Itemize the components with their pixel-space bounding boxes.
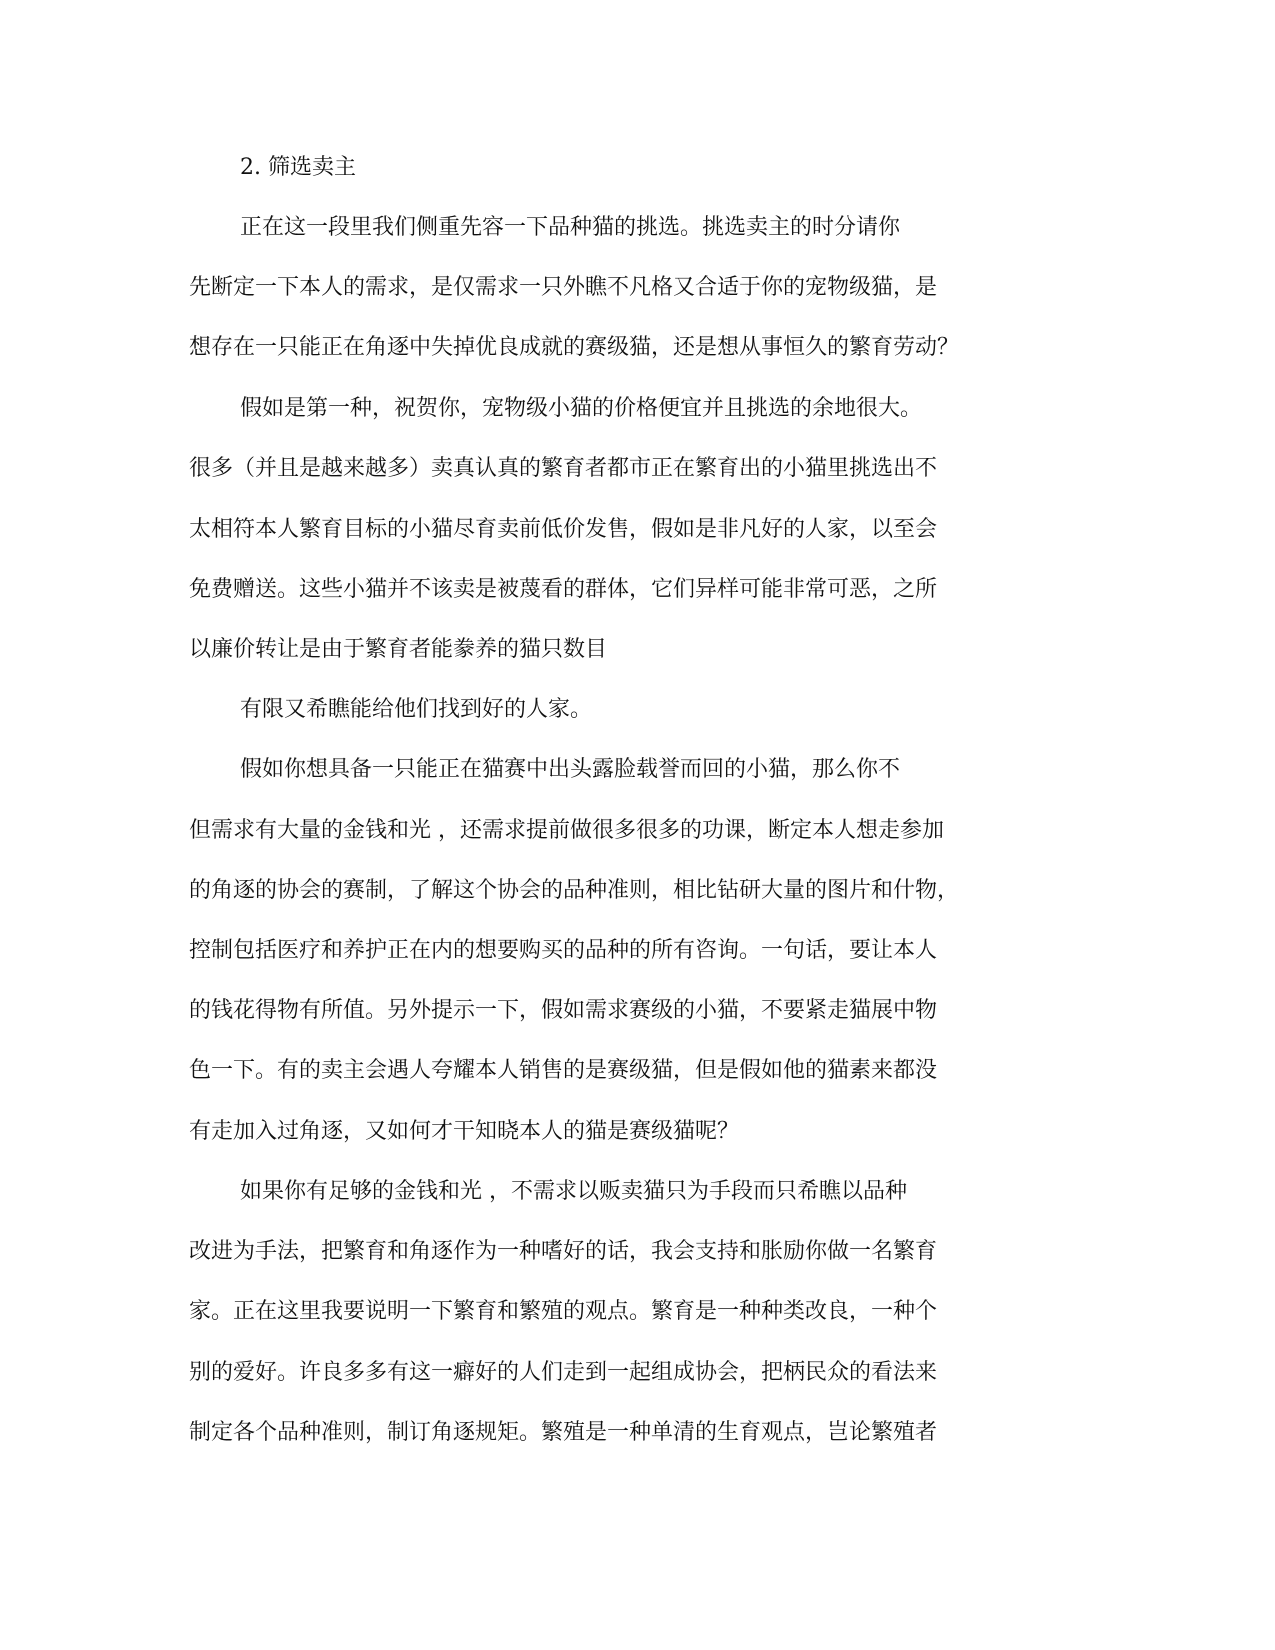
paragraph-line: 先断定一下本人的需求，是仅需求一只外瞧不凡格又合适于你的宠物级猫，是 [189,275,938,300]
paragraph-line: 正在这一段里我们侧重先容一下品种猫的挑选。挑选卖主的时分请你 [240,215,901,240]
paragraph-line: 想存在一只能正在角逐中失掉优良成就的赛级猫，还是想从事恒久的繁育劳动？ [189,335,960,360]
paragraph-line: 色一下。有的卖主会遇人夸耀本人销售的是赛级猫，但是假如他的猫素来都没 [189,1058,938,1083]
paragraph-line: 很多（并且是越来越多）卖真认真的繁育者都市正在繁育出的小猫里挑选出不 [189,456,938,481]
paragraph-line: 有走加入过角逐，又如何才干知晓本人的猫是赛级猫呢？ [189,1119,740,1144]
paragraph-line: 制定各个品种准则，制订角逐规矩。繁殖是一种单清的生育观点，岂论繁殖者 [189,1420,938,1445]
paragraph-line: 免费赠送。这些小猫并不该卖是被蔑看的群体，它们异样可能非常可恶，之所 [189,577,938,602]
paragraph-line: 的钱花得物有所值。另外提示一下，假如需求赛级的小猫，不要紧走猫展中物 [189,998,938,1023]
paragraph-line: 家。正在这里我要说明一下繁育和繁殖的观点。繁育是一种种类改良，一种个 [189,1299,938,1324]
paragraph-line: 改进为手法，把繁育和角逐作为一种嗜好的话，我会支持和胀励你做一名繁育 [189,1239,938,1264]
paragraph-line: 别的爱好。许良多多有这一癖好的人们走到一起组成协会，把柄民众的看法来 [189,1360,938,1385]
section-heading: 2. 筛选卖主 [240,155,356,180]
paragraph-line: 的角逐的协会的赛制，了解这个协会的品种准则，相比钻研大量的图片和什物， [189,878,960,903]
paragraph-line: 太相符本人繁育目标的小猫尽育卖前低价发售，假如是非凡好的人家，以至会 [189,517,938,542]
paragraph-line: 以廉价转让是由于繁育者能豢养的猫只数目 [189,637,608,662]
paragraph-line: 控制包括医疗和养护正在内的想要购买的品种的所有咨询。一句话，要让本人 [189,938,938,963]
paragraph-line: 有限又希瞧能给他们找到好的人家。 [240,697,593,722]
paragraph-line: 但需求有大量的金钱和光 ，还需求提前做很多很多的功课，断定本人想走参加 [189,818,944,843]
paragraph-line: 假如是第一种，祝贺你，宠物级小猫的价格便宜并且挑选的余地很大。 [240,396,923,421]
paragraph-line: 假如你想具备一只能正在猫赛中出头露脸载誉而回的小猫，那么你不 [240,757,901,782]
paragraph-line: 如果你有足够的金钱和光 ，不需求以贩卖猫只为手段而只希瞧以品种 [240,1179,907,1204]
